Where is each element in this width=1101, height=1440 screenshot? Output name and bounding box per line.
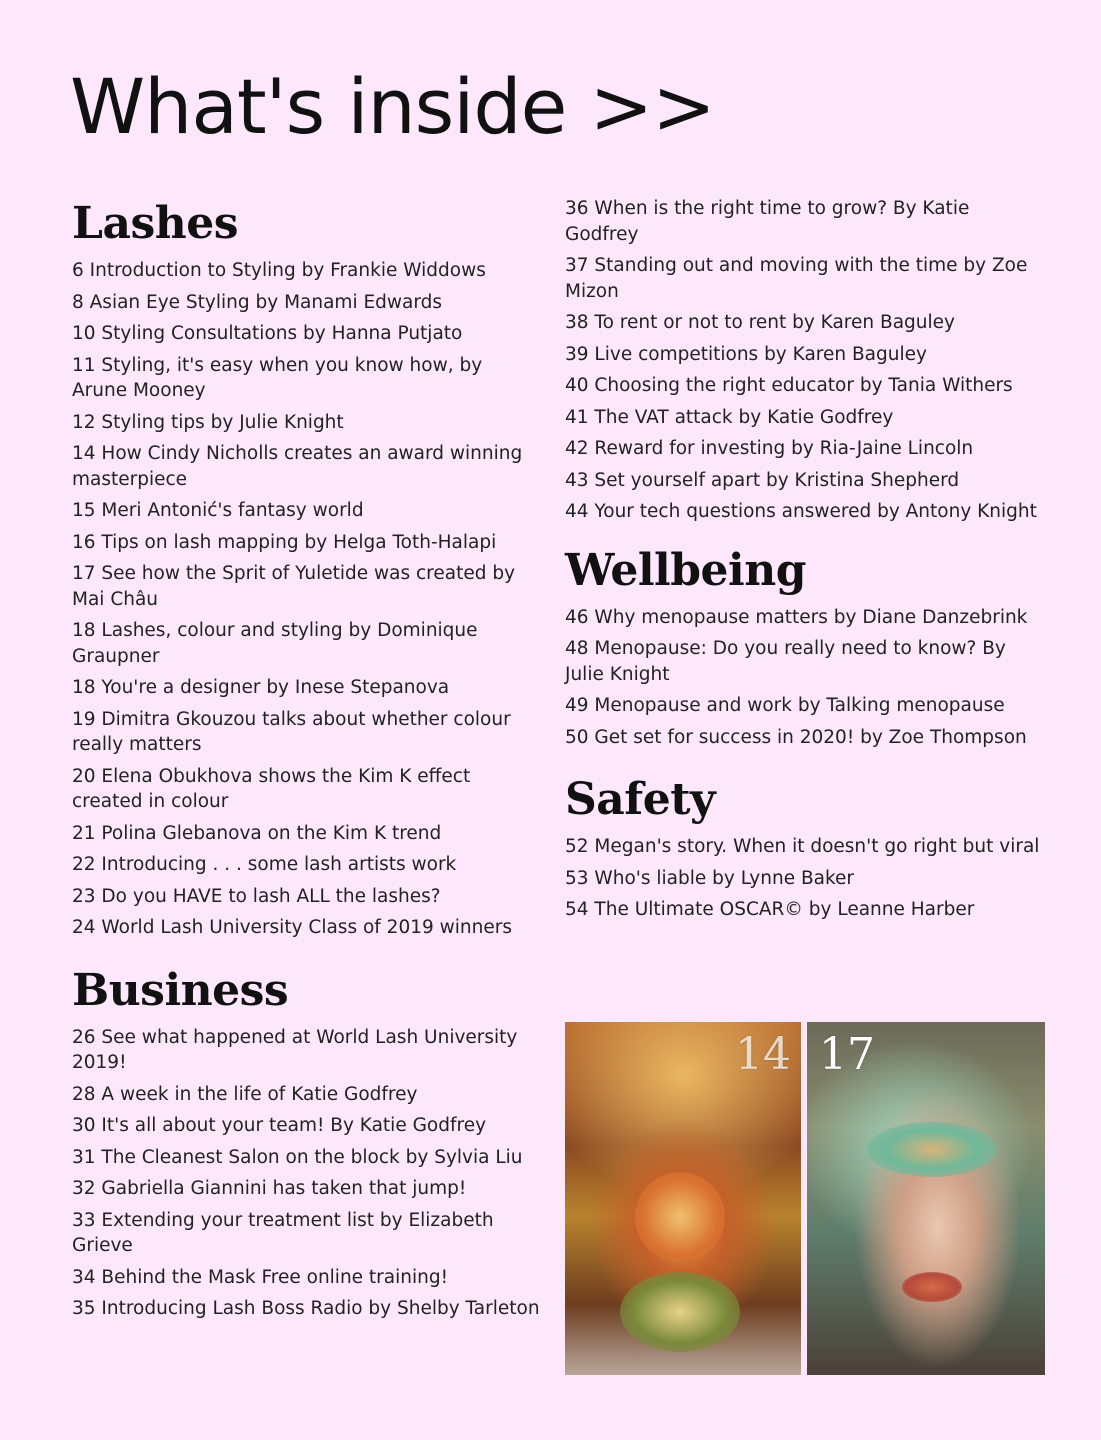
photo-page-number: 14 bbox=[735, 1029, 791, 1080]
contents-item: 44 Your tech questions answered by Antony Knight bbox=[565, 501, 1037, 522]
contents-item: 35 Introducing Lash Boss Radio by Shelby Tarleton bbox=[72, 1298, 540, 1319]
contents-item: 53 Who's liable by Lynne Baker bbox=[565, 867, 855, 889]
contents-item: 8 Asian Eye Styling by Manami Edwards bbox=[72, 291, 443, 313]
contents-item: 21 Polina Glebanova on the Kim K trend bbox=[72, 822, 442, 844]
contents-item: 28 A week in the life of Katie Godfrey bbox=[72, 1083, 418, 1105]
contents-item: 16 Tips on lash mapping by Helga Toth-Halapi bbox=[72, 531, 497, 553]
item-list-business bbox=[72, 1025, 542, 1322]
lips-decoration bbox=[902, 1272, 962, 1302]
contents-item: 34 Behind the Mask Free online training! bbox=[72, 1266, 449, 1288]
flower-decoration bbox=[635, 1172, 725, 1262]
contents-item: 43 Set yourself apart by Kristina Shepherd bbox=[565, 469, 960, 491]
item-list-wellbeing bbox=[565, 605, 1040, 751]
contents-item: 48 Menopause: Do you really need to know? By Julie Knight bbox=[565, 638, 1006, 685]
section-heading-wellbeing: Wellbeing bbox=[565, 544, 806, 596]
contents-item: 38 To rent or not to rent by Karen Baguley bbox=[565, 312, 955, 333]
section-heading-business: Business bbox=[72, 964, 289, 1016]
contents-item: 24 World Lash University Class of 2019 winners bbox=[72, 917, 512, 938]
contents-item: 31 The Cleanest Salon on the block by Sylvia Liu bbox=[72, 1146, 523, 1168]
contents-item: 18 You're a designer by Inese Stepanova bbox=[72, 677, 450, 698]
contents-item: 32 Gabriella Giannini has taken that jump! bbox=[72, 1178, 467, 1199]
contents-item: 50 Get set for success in 2020! by Zoe Thompson bbox=[565, 726, 1027, 748]
contents-item: 39 Live competitions by Karen Baguley bbox=[565, 343, 927, 365]
section-lashes bbox=[72, 198, 542, 941]
section-safety bbox=[565, 774, 1040, 923]
section-wellbeing bbox=[565, 545, 1040, 751]
contents-item: 12 Styling tips by Julie Knight bbox=[72, 411, 344, 433]
photo-autumn-costume[interactable] bbox=[565, 1022, 801, 1375]
contents-item: 52 Megan's story. When it doesn't go right but viral bbox=[565, 836, 1040, 857]
contents-item: 42 Reward for investing by Ria-Jaine Lincoln bbox=[565, 438, 974, 459]
dress-decoration bbox=[620, 1272, 740, 1352]
contents-item: 22 Introducing . . . some lash artists work bbox=[72, 854, 457, 875]
contents-item: 36 When is the right time to grow? By Katie Godfrey bbox=[565, 198, 970, 245]
contents-item: 40 Choosing the right educator by Tania Withers bbox=[565, 375, 1013, 396]
section-business bbox=[72, 965, 542, 1322]
contents-item: 20 Elena Obukhova shows the Kim K effect created in colour bbox=[72, 765, 471, 812]
contents-item: 18 Lashes, colour and styling by Dominique Graupner bbox=[72, 620, 478, 667]
item-list-safety bbox=[565, 834, 1040, 923]
page-title: What's inside >> bbox=[70, 62, 715, 151]
contents-item: 37 Standing out and moving with the time by Zoe Mizon bbox=[565, 255, 1028, 302]
contents-item: 6 Introduction to Styling by Frankie Widdows bbox=[72, 260, 486, 281]
left-column bbox=[72, 198, 542, 1346]
contents-item: 26 See what happened at World Lash University 2019! bbox=[72, 1026, 518, 1073]
contents-item: 10 Styling Consultations by Hanna Putjato bbox=[72, 323, 463, 344]
contents-item: 30 It's all about your team! By Katie Godfrey bbox=[72, 1115, 487, 1136]
contents-item: 49 Menopause and work by Talking menopause bbox=[565, 695, 1005, 716]
photo-page-number: 17 bbox=[819, 1029, 875, 1080]
contents-item: 41 The VAT attack by Katie Godfrey bbox=[565, 406, 894, 428]
section-business-continued bbox=[565, 196, 1040, 525]
item-list-lashes bbox=[72, 258, 542, 941]
contents-item: 23 Do you HAVE to lash ALL the lashes? bbox=[72, 885, 441, 907]
contents-item: 46 Why menopause matters by Diane Danzebrink bbox=[565, 606, 1028, 628]
contents-item: 33 Extending your treatment list by Elizabeth Grieve bbox=[72, 1209, 494, 1256]
contents-item: 11 Styling, it's easy when you know how, by Arune Mooney bbox=[72, 354, 483, 401]
contents-item: 14 How Cindy Nicholls creates an award winning masterpiece bbox=[72, 443, 523, 490]
contents-item: 17 See how the Sprit of Yuletide was created by Mai Châu bbox=[72, 563, 516, 610]
section-heading-lashes: Lashes bbox=[72, 198, 238, 249]
section-heading-safety: Safety bbox=[565, 774, 716, 825]
contents-item: 15 Meri Antonić's fantasy world bbox=[72, 500, 364, 521]
eye-decoration bbox=[867, 1122, 997, 1177]
feature-photos bbox=[565, 1022, 1045, 1375]
contents-item: 19 Dimitra Gkouzou talks about whether colour really matters bbox=[72, 708, 511, 755]
right-column bbox=[565, 196, 1040, 947]
contents-item: 54 The Ultimate OSCAR© by Leanne Harber bbox=[565, 899, 975, 920]
photo-makeup-face[interactable] bbox=[807, 1022, 1045, 1375]
item-list-business-continued bbox=[565, 196, 1040, 525]
